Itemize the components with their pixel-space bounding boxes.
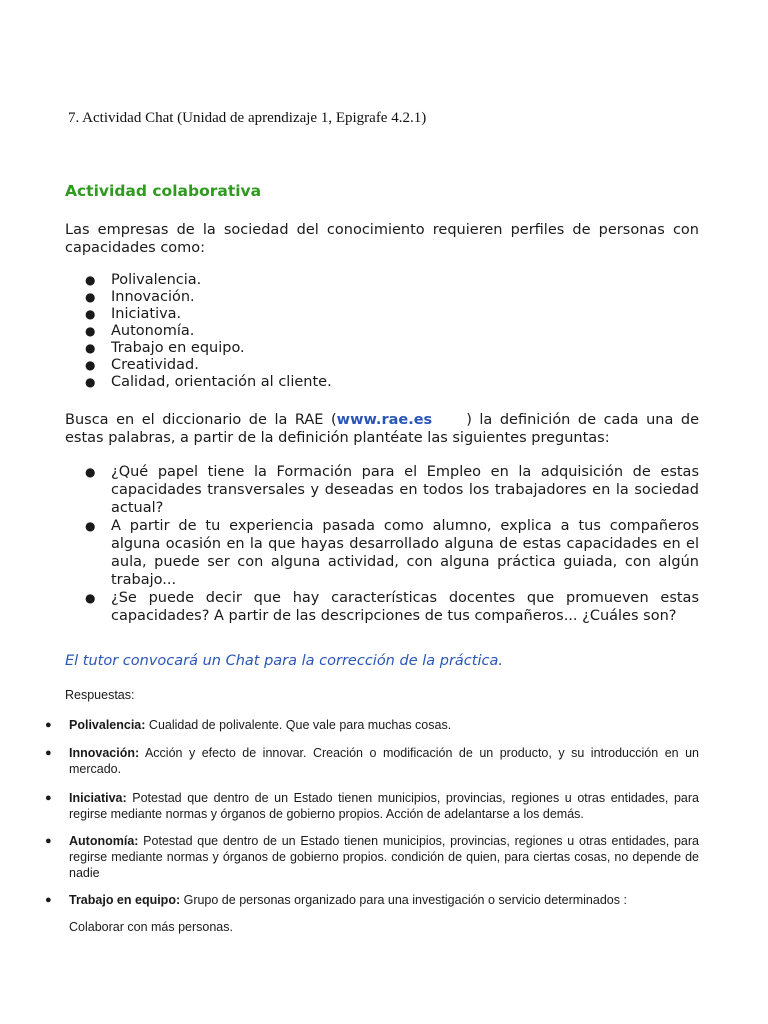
bullet-icon: ● [85, 290, 96, 304]
answer-term: Trabajo en equipo: [69, 893, 181, 907]
bullet-icon: ● [85, 324, 96, 338]
answers-label: Respuestas: [65, 688, 135, 702]
activity-heading: 7. Actividad Chat (Unidad de aprendizaje 1, Epigrafe 4.2.1) [68, 110, 427, 126]
intro-paragraph: Las empresas de la sociedad del conocimiento requieren perfiles de personas con capacidades como: [65, 222, 699, 256]
answer-definition: Potestad que dentro de un Estado tienen municipios, provincias, regiones u otras entidades, para regirse mediante normas y órganos de gobierno propios. Acción de adelantarse a los demás. [69, 791, 699, 821]
bullet-icon: ● [85, 519, 96, 533]
answer-text [69, 745, 699, 777]
search-text-before: Busca en el diccionario de la RAE ( [65, 412, 337, 428]
section-title: Actividad colaborativa [65, 182, 262, 200]
answer-definition: Potestad que dentro de un Estado tienen municipios, provincias, regiones u otras entidades, para regirse mediante normas y órganos de gobierno propios. condición de quien, para ciertas cosas, no depende de nadie [69, 834, 699, 880]
list-item [65, 589, 699, 625]
bullet-icon: ● [85, 307, 96, 321]
question-text: ¿Se puede decir que hay características docentes que promueven estas capacidades? A partir de las descripciones de tus compañeros... ¿Cuáles son? [111, 590, 699, 624]
answer-text [69, 790, 699, 822]
tutor-note: El tutor convocará un Chat para la corrección de la práctica. [65, 653, 503, 669]
answer-continuation: Colaborar con más personas. [69, 920, 233, 934]
bullet-icon: ● [85, 358, 96, 372]
skill-label: Polivalencia. [111, 272, 202, 288]
bullet-icon: ● [85, 591, 96, 605]
answer-term: Autonomía: [69, 834, 139, 848]
bullet-icon: ● [45, 719, 52, 731]
bullet-icon: ● [45, 894, 52, 906]
list-item [65, 340, 699, 357]
bullet-icon: ● [45, 792, 52, 804]
search-text-after: ) la definición de cada una de estas palabras, a partir de la definición plantéate las siguientes preguntas: [65, 412, 699, 446]
answer-term: Iniciativa: [69, 791, 127, 805]
answer-definition: Acción y efecto de innovar. Creación o modificación de un producto, y su introducción en un mercado. [69, 746, 699, 776]
list-item [65, 323, 699, 340]
list-item [65, 306, 699, 323]
questions-list [65, 463, 699, 625]
answer-term: Polivalencia: [69, 718, 146, 732]
list-item [65, 463, 699, 517]
rae-link[interactable]: www.rae.es [336, 412, 433, 428]
list-item [65, 357, 699, 374]
answer-text [69, 892, 699, 908]
answer-definition: Grupo de personas organizado para una investigación o servicio determinados : [180, 893, 627, 907]
list-item [65, 374, 699, 391]
bullet-icon: ● [45, 835, 52, 847]
list-item [65, 272, 699, 289]
search-paragraph [65, 411, 699, 447]
bullet-icon: ● [45, 747, 52, 759]
bullet-icon: ● [85, 341, 96, 355]
answer-term: Innovación: [69, 746, 140, 760]
answer-text [69, 833, 699, 881]
skill-label: Autonomía. [111, 323, 195, 339]
skill-label: Creatividad. [111, 357, 199, 373]
answer-text [69, 717, 699, 733]
skill-label: Trabajo en equipo. [111, 340, 245, 356]
bullet-icon: ● [85, 273, 96, 287]
skill-label: Innovación. [111, 289, 195, 305]
skill-label: Calidad, orientación al cliente. [111, 374, 332, 390]
answer-definition: Cualidad de polivalente. Que vale para muchas cosas. [145, 718, 452, 732]
question-text: A partir de tu experiencia pasada como alumno, explica a tus compañeros alguna ocasión en la que hayas desarrollado alguna de estas capacidades en el aula, puede ser con alguna actividad, con alguna práctica guiada, con algún trabajo... [111, 518, 699, 588]
bullet-icon: ● [85, 465, 96, 479]
list-item [65, 517, 699, 589]
list-item [65, 289, 699, 306]
skills-list [65, 272, 699, 391]
skill-label: Iniciativa. [111, 306, 182, 322]
bullet-icon: ● [85, 375, 96, 389]
question-text: ¿Qué papel tiene la Formación para el Empleo en la adquisición de estas capacidades transversales y deseadas en todos los trabajadores en la sociedad actual? [111, 464, 699, 516]
